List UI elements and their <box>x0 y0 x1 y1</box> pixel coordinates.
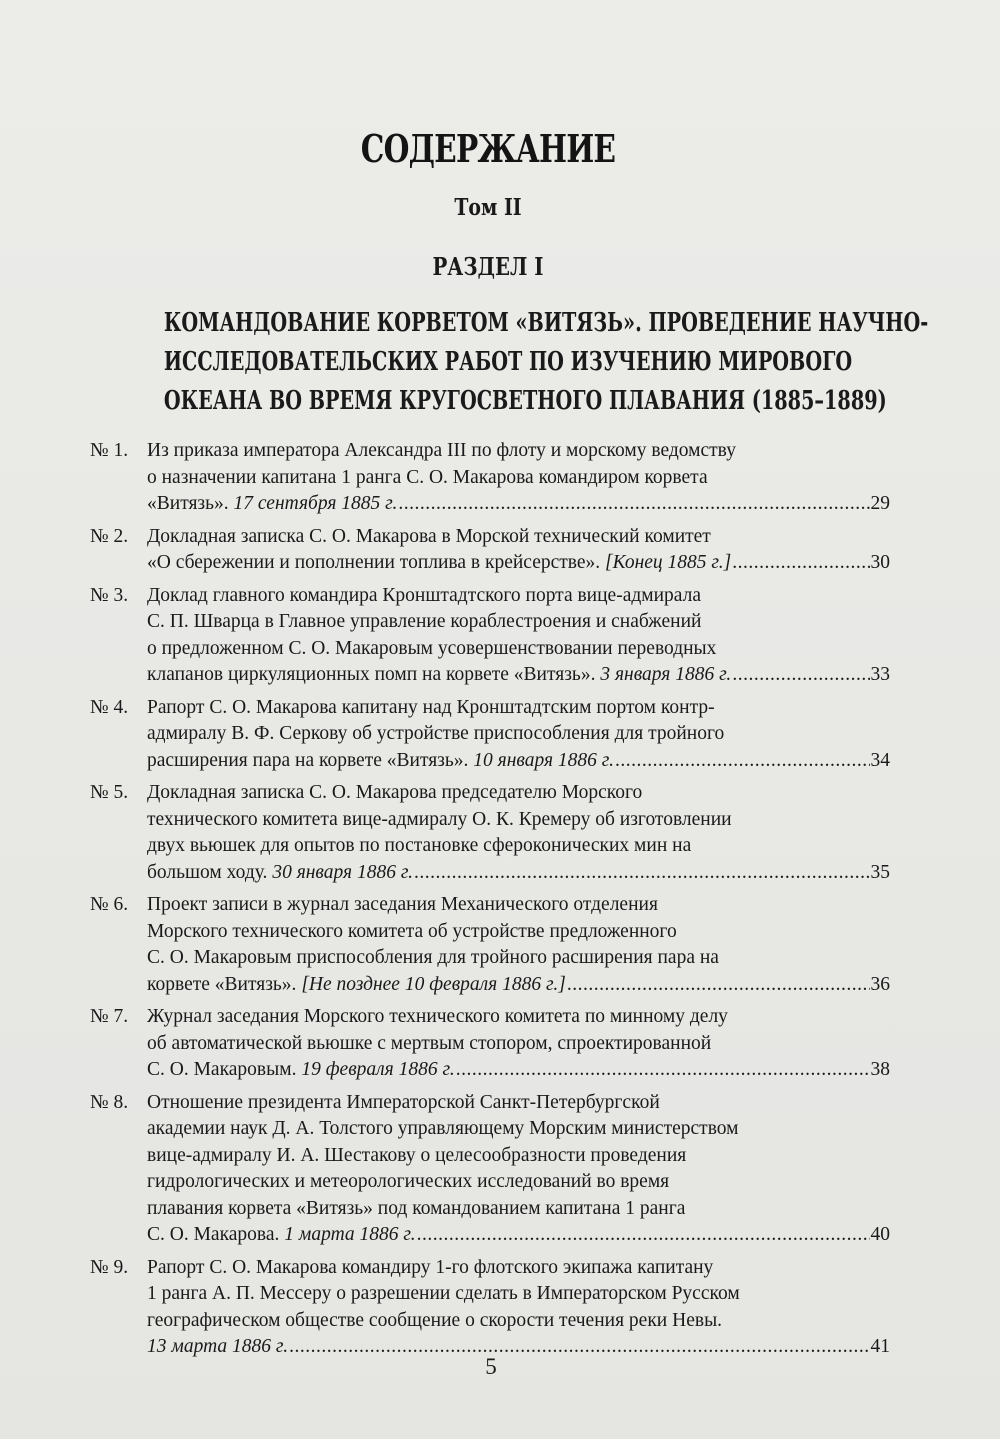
entry-last-text <box>147 1057 455 1084</box>
dot-leader <box>414 860 869 887</box>
dot-leader <box>732 550 869 577</box>
entry-text-line: 1 ранга А. П. Мессеру о разрешении сделать в Императорском Русском <box>147 1283 740 1304</box>
entry-date: 10 января 1886 г. <box>473 749 615 771</box>
entry-date: 3 января 1886 г. <box>600 664 732 685</box>
entry-text-line: Проект записи в журнал заседания Механического отделения <box>147 894 658 915</box>
entry-page-number: 41 <box>870 1336 890 1357</box>
toc-entry <box>90 524 890 577</box>
toc-entry <box>90 892 890 998</box>
entry-number: № 1. <box>90 440 129 461</box>
section-heading: РАЗДЕЛ I <box>432 252 544 281</box>
entry-text-line: академии наук Д. А. Толстого управляющему Морским министерством <box>147 1118 739 1139</box>
toc-entry <box>90 695 890 775</box>
entry-number: № 8. <box>90 1091 129 1113</box>
entry-text-line: С. О. Макаровым приспособления для тройного расширения пара на <box>147 947 719 968</box>
entry-page-number: 40 <box>870 1224 890 1245</box>
entry-description-end: клапанов циркуляционных помп на корвете «Витязь». <box>147 664 596 685</box>
entry-last-text <box>147 662 731 689</box>
table-of-contents <box>90 438 890 1367</box>
entry-date: 1 марта 1886 г. <box>284 1224 416 1245</box>
entry-text-line: Докладная записка С. О. Макарова в Морской технический комитет <box>147 525 711 547</box>
entry-text-line: двух вьюшек для опытов по постановке сфероконических мин на <box>147 835 692 856</box>
entry-text-line: гидрологических и метеорологических исследований во время <box>147 1171 670 1192</box>
entry-text-line: вице-адмиралу И. А. Шестакову о целесообразности проведения <box>147 1144 687 1166</box>
entry-date: 17 сентября 1885 г. <box>233 493 398 514</box>
entry-page-number: 34 <box>870 749 890 771</box>
toc-entry <box>90 1004 890 1084</box>
entry-date: 30 января 1886 г. <box>272 861 414 883</box>
entry-description-end: С. О. Макаровым. <box>147 1059 297 1080</box>
entry-date: [Конец 1885 г.] <box>605 552 732 573</box>
entry-last-text <box>147 1222 416 1249</box>
entry-text-line: Рапорт С. О. Макарова командиру 1-го флотского экипажа капитану <box>147 1256 714 1278</box>
toc-entry <box>90 583 890 689</box>
toc-entry <box>90 1090 890 1249</box>
entry-description-end: корвете «Витязь». <box>147 973 297 995</box>
dot-leader <box>398 491 869 518</box>
entry-number: № 3. <box>90 584 129 606</box>
entry-date: 19 февраля 1886 г. <box>301 1059 455 1080</box>
entry-last-line <box>147 860 890 887</box>
entry-text-line: Рапорт С. О. Макарова капитану над Кронштадтским портом контр- <box>147 696 715 718</box>
entry-text-line: Морского технического комитета об устройстве предложенного <box>147 920 677 942</box>
section-title-line: КОМАНДОВАНИЕ КОРВЕТОМ «ВИТЯЗЬ». ПРОВЕДЕНИЕ НАУЧНО- <box>163 308 929 338</box>
entry-text-line: Докладная записка С. О. Макарова председателю Морского <box>147 782 643 803</box>
entry-page-number: 35 <box>870 861 890 883</box>
entry-page-number: 38 <box>870 1059 890 1080</box>
entry-last-line <box>147 972 890 999</box>
entry-number: № 9. <box>90 1256 129 1278</box>
entry-last-line <box>147 662 890 689</box>
entry-text-line: Доклад главного командира Кронштадтского порта вице-адмирала <box>147 584 702 606</box>
toc-entry <box>90 438 890 518</box>
entry-text-line: Журнал заседания Морского технического комитета по минному делу <box>147 1006 728 1027</box>
section-title-line: ИССЛЕДОВАТЕЛЬСКИХ РАБОТ ПО ИЗУЧЕНИЮ МИРОВОГО <box>163 347 853 377</box>
entry-last-text <box>147 491 397 518</box>
entry-last-text <box>147 748 614 775</box>
entry-text-line: Из приказа императора Александра III по флоту и морскому ведомству <box>147 440 736 461</box>
page-title: СОДЕРЖАНИЕ <box>360 126 616 171</box>
entry-description-end: С. О. Макарова. <box>147 1224 280 1245</box>
page-number: 5 <box>485 1354 497 1379</box>
entry-last-line <box>147 1057 890 1084</box>
entry-text-line: плавания корвета «Витязь» под командованием капитана 1 ранга <box>147 1197 686 1219</box>
entry-page-number: 33 <box>870 664 890 685</box>
entry-description-end: «О сбережении и пополнении топлива в крейсерстве». <box>147 552 601 573</box>
entry-text-line: о предложенном С. О. Макаровым усовершенствовании переводных <box>147 637 717 659</box>
entry-date: 13 марта 1886 г. <box>147 1336 289 1357</box>
entry-number: № 6. <box>90 894 129 915</box>
dot-leader <box>732 662 869 689</box>
entry-text-line: географическом обществе сообщение о скорости течения реки Невы. <box>147 1309 723 1331</box>
entry-text-line: о назначении капитана 1 ранга С. О. Макарова командиром корвета <box>147 466 708 488</box>
entry-text-line: Отношение президента Императорской Санкт-Петербургской <box>147 1091 660 1113</box>
entry-number: № 2. <box>90 525 129 547</box>
entry-last-text <box>147 860 413 887</box>
dot-leader <box>615 748 869 775</box>
entry-description-end: большом ходу. <box>147 861 268 883</box>
entry-description-end: «Витязь». <box>147 493 229 514</box>
entry-last-line <box>147 550 890 577</box>
entry-description-end: расширения пара на корвете «Витязь». <box>147 749 469 771</box>
entry-text-line: об автоматической вьюшке с мертвым стопором, спроектированной <box>147 1032 712 1054</box>
section-title <box>163 304 929 421</box>
dot-leader <box>456 1057 870 1084</box>
entry-last-line <box>147 491 890 518</box>
entry-number: № 7. <box>90 1006 129 1027</box>
dot-leader <box>417 1222 870 1249</box>
entry-date: [Не позднее 10 февраля 1886 г.] <box>301 973 566 995</box>
entry-text-line: адмиралу В. Ф. Серкову об устройстве приспособления для тройного <box>147 723 725 744</box>
volume-heading: Том II <box>454 194 522 221</box>
entry-page-number: 29 <box>870 493 890 514</box>
dot-leader <box>567 972 870 999</box>
entry-text-line: технического комитета вице-адмиралу О. К. Кремеру об изготовлении <box>147 808 732 830</box>
entry-number: № 5. <box>90 782 129 803</box>
entry-page-number: 36 <box>870 973 890 995</box>
entry-last-text <box>147 550 731 577</box>
entry-text-line: С. П. Шварца в Главное управление кораблестроения и снабжений <box>147 611 702 632</box>
entry-last-text <box>147 972 566 999</box>
entry-last-line <box>147 1222 890 1249</box>
entry-last-line <box>147 748 890 775</box>
toc-entry <box>90 1255 890 1361</box>
toc-entry <box>90 780 890 886</box>
section-title-line: ОКЕАНА ВО ВРЕМЯ КРУГОСВЕТНОГО ПЛАВАНИЯ (1885–1889) <box>163 386 887 416</box>
entry-page-number: 30 <box>870 552 890 573</box>
entry-number: № 4. <box>90 696 129 718</box>
